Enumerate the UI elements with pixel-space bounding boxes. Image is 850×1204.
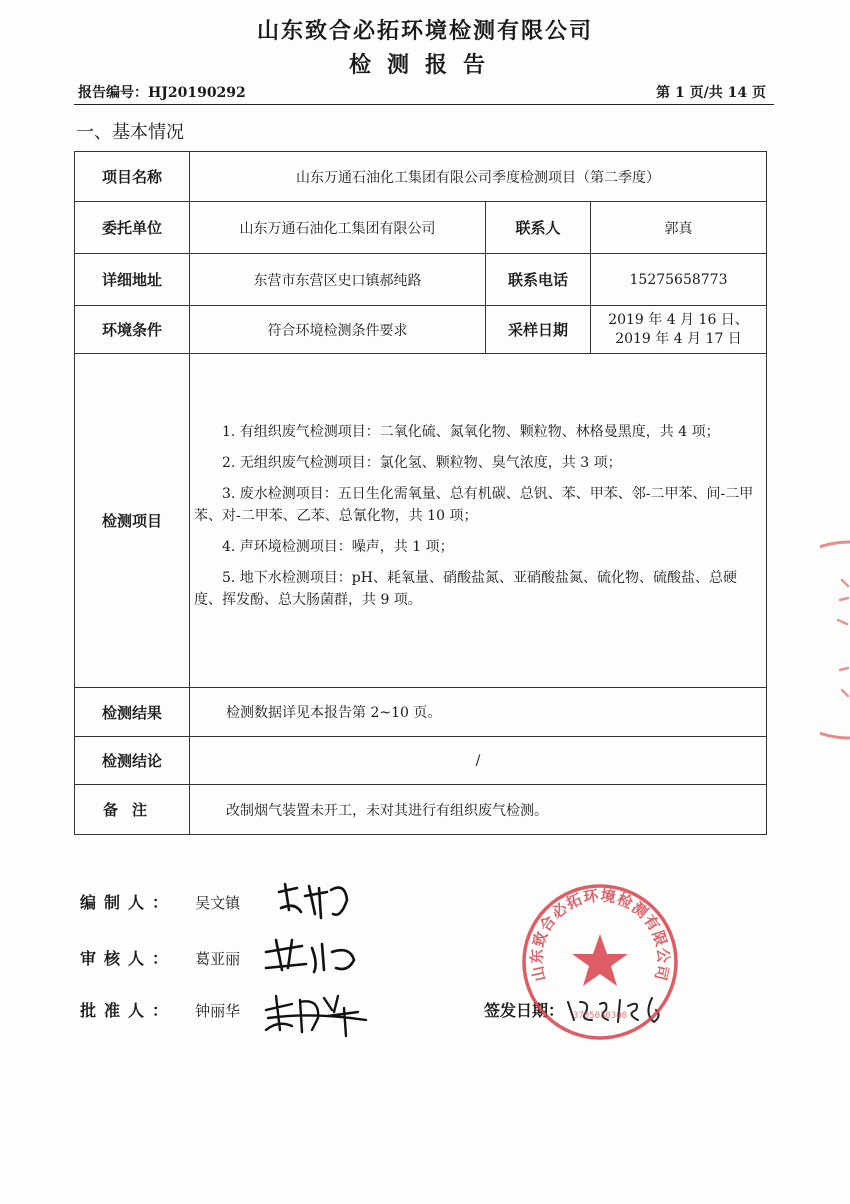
project-name-value: 山东万通石油化工集团有限公司季度检测项目（第二季度） (190, 152, 767, 202)
sample-date-line-2: 2019 年 4 月 17 日 (615, 330, 742, 347)
row-address (75, 254, 767, 306)
environment-label: 环境条件 (75, 306, 190, 354)
phone-label: 联系电话 (486, 254, 591, 306)
test-item: 2. 无组织废气检测项目：氯化氢、颗粒物、臭气浓度，共 3 项； (222, 455, 622, 471)
edge-seal-fragment (820, 540, 850, 740)
issue-date-label: 签发日期： (484, 1001, 565, 1020)
remark-value: 改制烟气装置未开工，未对其进行有组织废气检测。 (190, 785, 767, 835)
sample-date-label: 采样日期 (486, 306, 591, 354)
approver-name: 钟丽华 (195, 1002, 241, 1020)
test-items-label: 检测项目 (75, 354, 190, 688)
reviewer-row (80, 946, 240, 969)
row-client (75, 202, 767, 254)
seal-code: 3705030300 (572, 1011, 628, 1021)
page-number: 第 1 页/共 14 页 (656, 85, 766, 101)
test-item: 3. 废水检测项目：五日生化需氧量、总有机碳、总钒、苯、甲苯、邻-二甲苯、间-二甲苯、对-二甲苯、乙苯、总氰化物，共 10 项； (194, 486, 754, 524)
result-label: 检测结果 (75, 688, 190, 737)
company-name: 山东致合必拓环境检测有限公司 (256, 19, 593, 44)
row-environment (75, 306, 767, 354)
report-number: 报告编号：HJ20190292 (78, 85, 246, 101)
company-seal-stamp (520, 882, 680, 1042)
result-value: 检测数据详见本报告第 2~10 页。 (190, 688, 767, 737)
sample-date-line-1: 2019 年 4 月 16 日、 (608, 311, 749, 328)
compiler-signature (275, 878, 355, 922)
remark-label: 备注 (75, 785, 190, 835)
row-project-name (75, 152, 767, 202)
seal-star-icon (572, 934, 628, 986)
client-label: 委托单位 (75, 202, 190, 254)
compiler-row (80, 890, 240, 913)
client-value: 山东万通石油化工集团有限公司 (190, 202, 486, 254)
basic-info-table (74, 151, 767, 835)
header-rule (74, 104, 774, 105)
contact-value: 郭真 (591, 202, 767, 254)
test-item: 5. 地下水检测项目：pH、耗氧量、硝酸盐氮、亚硝酸盐氮、硫化物、硫酸盐、总硬度、挥发酚、总大肠菌群，共 9 项。 (194, 570, 737, 608)
row-remark (75, 785, 767, 835)
environment-value: 符合环境检测条件要求 (190, 306, 486, 354)
conclusion-value: / (190, 737, 767, 785)
row-result (75, 688, 767, 737)
reviewer-signature (262, 934, 362, 978)
approver-row (80, 998, 240, 1021)
test-items-list (190, 354, 767, 688)
phone-value: 15275658773 (591, 254, 767, 306)
conclusion-label: 检测结论 (75, 737, 190, 785)
section-title: 一、基本情况 (76, 122, 184, 143)
approver-signature (262, 990, 374, 1040)
reviewer-name: 葛亚丽 (195, 950, 241, 968)
test-item: 1. 有组织废气检测项目：二氧化硫、氮氧化物、颗粒物、林格曼黑度，共 4 项； (222, 424, 720, 440)
sample-date-value (591, 306, 767, 354)
compiler-name: 吴文镇 (195, 894, 241, 912)
contact-label: 联系人 (486, 202, 591, 254)
report-title: 检测报告 (348, 53, 501, 78)
test-item: 4. 声环境检测项目：噪声，共 1 项； (222, 539, 454, 555)
seal-text: 山东致合必拓环境检测有限公司 (527, 886, 673, 984)
row-test-items (75, 354, 767, 688)
address-label: 详细地址 (75, 254, 190, 306)
row-conclusion (75, 737, 767, 785)
reviewer-label: 审核人： (80, 949, 177, 968)
project-name-label: 项目名称 (75, 152, 190, 202)
compiler-label: 编制人： (80, 893, 177, 912)
address-value: 东营市东营区史口镇郝纯路 (190, 254, 486, 306)
approver-label: 批准人： (80, 1001, 177, 1020)
